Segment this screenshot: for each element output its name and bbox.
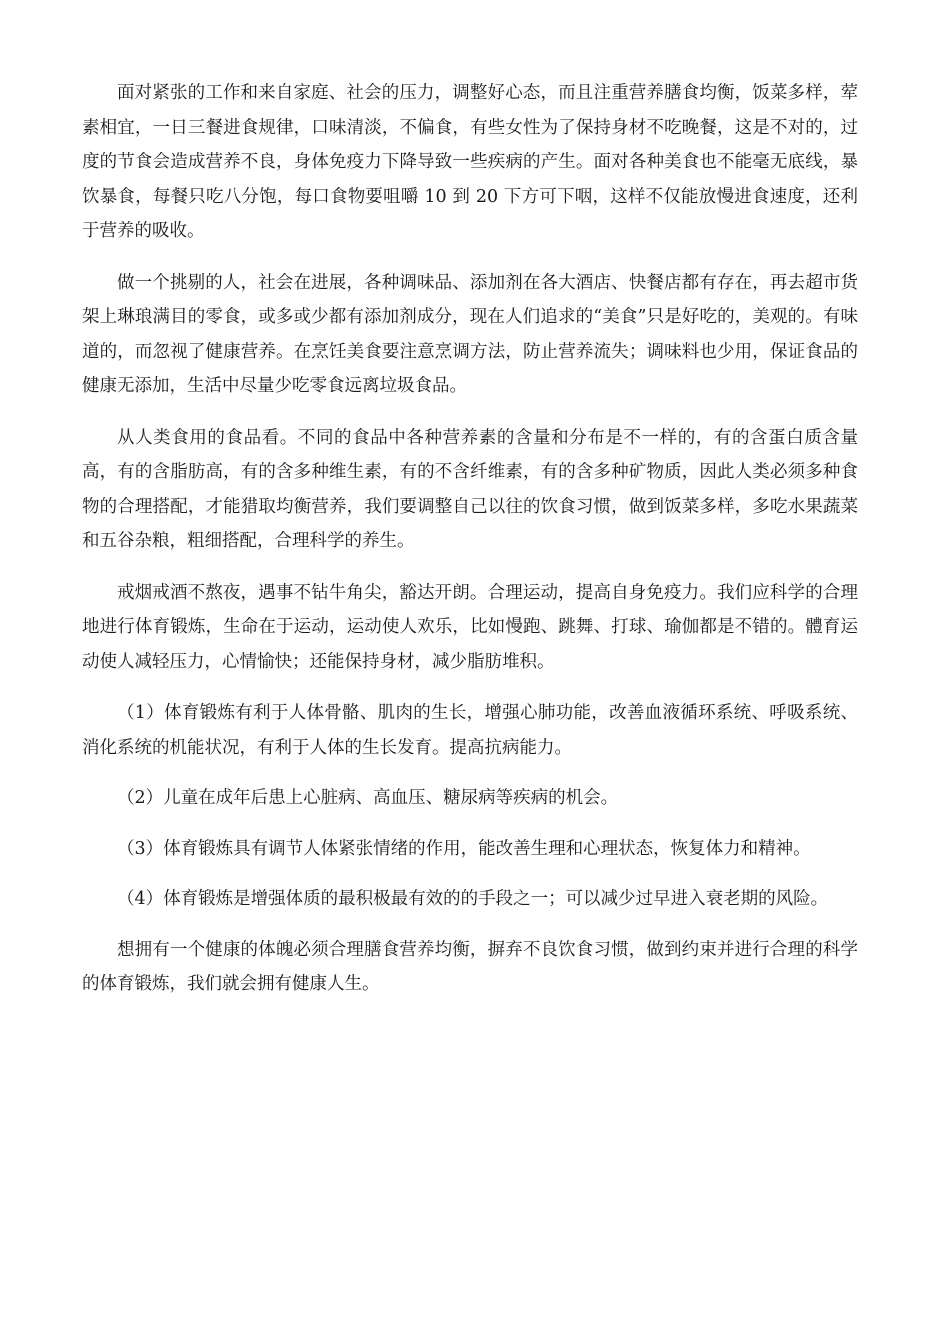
list-item: （2）儿童在成年后患上心脏病、高血压、糖尿病等疾病的机会。: [117, 788, 619, 808]
document-body: [82, 76, 858, 1019]
list-item: （4）体育锻炼是增强体质的最积极最有效的的手段之一；可以减少过早进入衰老期的风险。: [117, 889, 829, 909]
paragraph-conclusion: 想拥有一个健康的体魄必须合理膳食营养均衡，摒弃不良饮食习惯，做到约束并进行合理的科学的体育锻炼，我们就会拥有健康人生。: [82, 939, 858, 994]
paragraph-food-additives: 做一个挑剔的人，社会在进展，各种调味品、添加剂在各大酒店、快餐店都有存在，再去超市货架上琳琅满目的零食，或多或少都有添加剂成分，现在人们追求的“美食”只是好吃的，美观的。有味道的，而忽视了健康营养。在烹饪美食要注意烹调方法，防止营养流失；调味料也少用，保证食品的健康无添加，生活中尽量少吃零食远离垃圾食品。: [82, 272, 858, 396]
list-item: （3）体育锻炼具有调节人体紧张情绪的作用，能改善生理和心理状态，恢复体力和精神。: [117, 838, 811, 859]
list-item: （1）体育锻炼有利于人体骨骼、肌肉的生长，增强心肺功能，改善血液循环系统、呼吸系统、消化系统的机能状况，有利于人体的生长发育。提高抗病能力。: [82, 703, 858, 758]
paragraph-diet-balance: 面对紧张的工作和来自家庭、社会的压力，调整好心态，而且注重营养膳食均衡，饭菜多样，荤素相宜，一日三餐进食规律，口味清淡，不偏食，有些女性为了保持身材不吃晚餐，这是不对的，过度的节食会造成营养不良，身体免疫力下降导致一些疾病的产生。面对各种美食也不能毫无底线，暴饮暴食，每餐只吃八分饱，每口食物要咀嚼 10 到 20 下方可下咽，这样不仅能放慢进食速度，还利于营养的吸收。: [82, 83, 858, 241]
paragraph-nutrients: 从人类食用的食品看。不同的食品中各种营养素的含量和分布是不一样的，有的含蛋白质含量高，有的含脂肪高，有的含多种维生素，有的不含纤维素，有的含多种矿物质，因此人类必须多种食物的合理搭配，才能猎取均衡营养，我们要调整自己以往的饮食习惯，做到饭菜多样，多吃水果蔬菜和五谷杂粮，粗细搭配，合理科学的养生。: [82, 427, 858, 551]
paragraph-exercise: 戒烟戒酒不熬夜，遇事不钻牛角尖，豁达开朗。合理运动，提高自身免疫力。我们应科学的合理地进行体育锻炼，生命在于运动，运动使人欢乐，比如慢跑、跳舞、打球、瑜伽都是不错的。體育运动使人减轻压力，心情愉快；还能保持身材，减少脂肪堆积。: [82, 582, 858, 672]
